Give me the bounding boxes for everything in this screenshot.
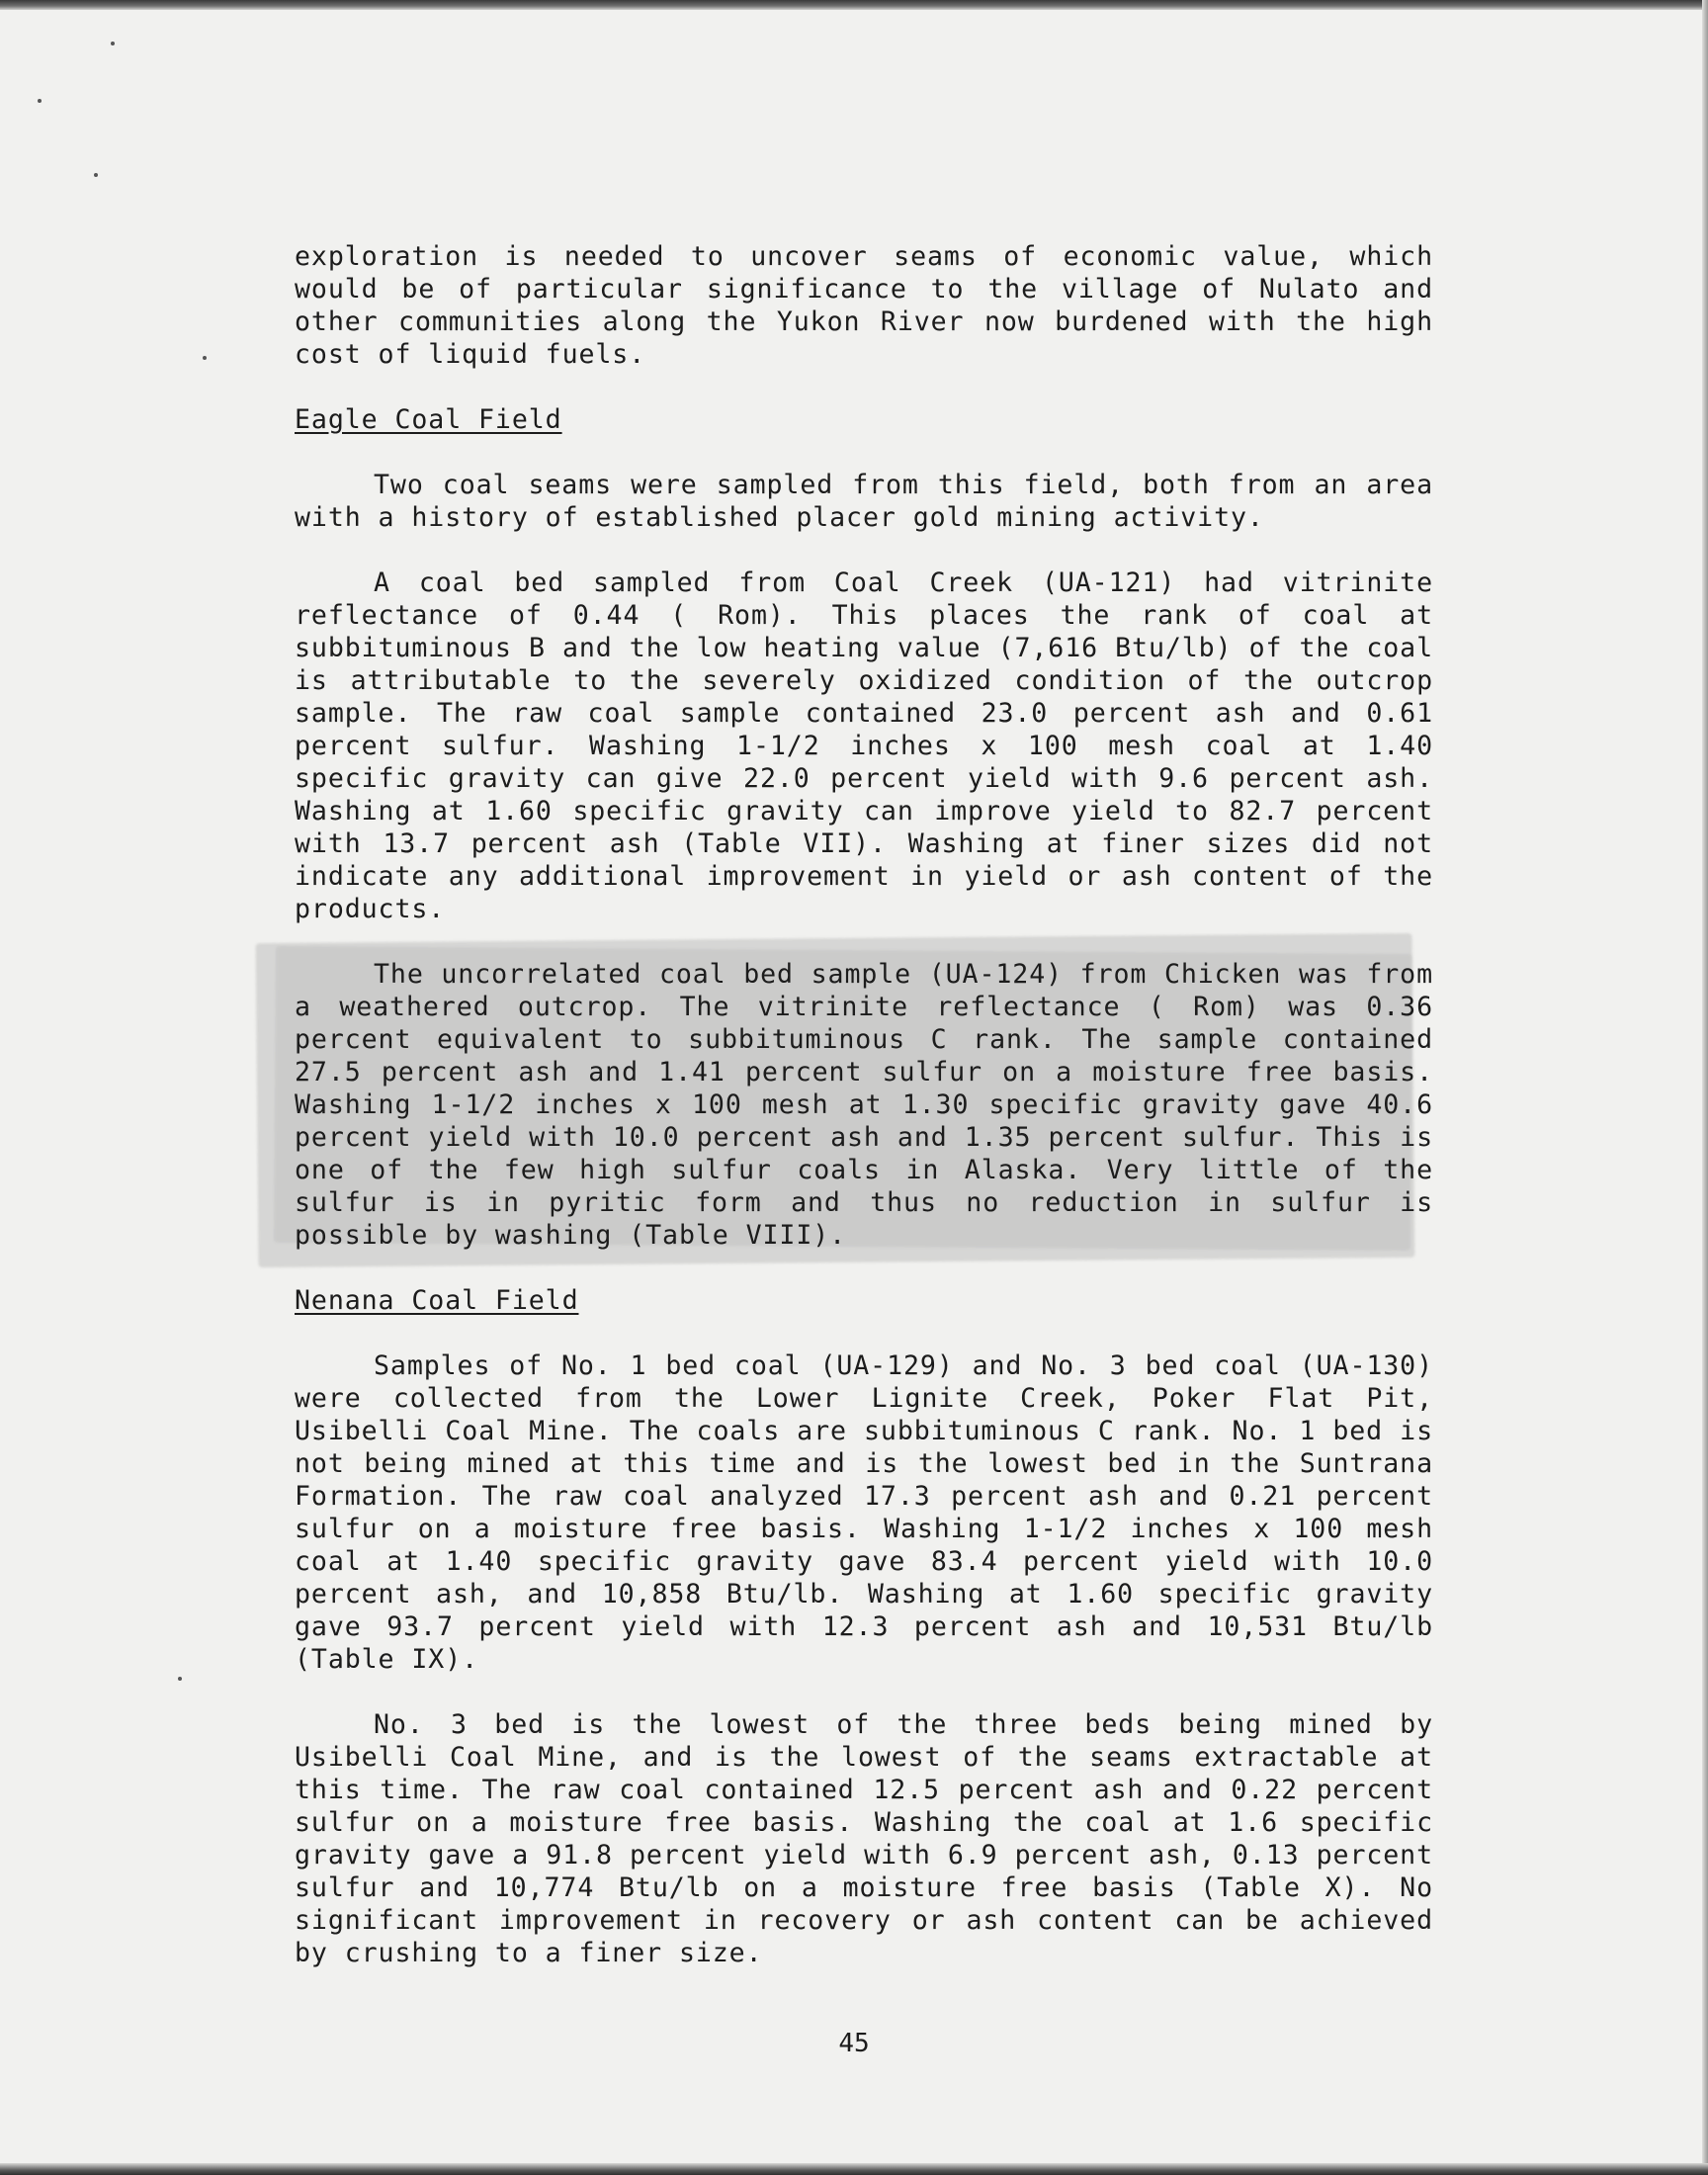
paragraph-nenana-1: Samples of No. 1 bed coal (UA-129) and No. 3 bed coal (UA-130) were collected from the Lower Lignite Creek, Poker Flat Pit, Usibelli Coal Mine. The coals are subbituminous C rank. No. 1 bed is not being mined at this time and is the lowest bed in the Suntrana Formation. The raw coal analyzed 17.3 percent ash and 0.21 percent sulfur on a moisture free basis. Washing 1-1/2 inches x 100 mesh coal at 1.40 specific gravity gave 83.4 percent yield with 10.0 percent ash, and 10,858 Btu/lb. Washing at 1.60 specific gravity gave 93.7 percent yield with 12.3 percent ash and 10,531 Btu/lb (Table IX). — [295, 1350, 1433, 1675]
paragraph-nenana-2: No. 3 bed is the lowest of the three beds being mined by Usibelli Coal Mine, and is the lowest of the seams extractable at this time. The raw coal contained 12.5 percent ash and 0.22 percent sulfur on a moisture free basis. Washing the coal at 1.6 specific gravity gave a 91.8 percent yield with 6.9 percent ash, 0.13 percent sulfur and 10,774 Btu/lb on a moisture free basis (Table X). No significant improvement in recovery or ash content can be achieved by crushing to a finer size. — [295, 1709, 1433, 1968]
body-text — [295, 240, 1433, 1969]
scan-top-edge — [0, 0, 1708, 10]
highlighted-passage — [295, 958, 1433, 1252]
section-heading-nenana: Nenana Coal Field — [295, 1285, 579, 1316]
paragraph-intro: exploration is needed to uncover seams of economic value, which would be of particular significance to the village of Nulato and other communities along the Yukon River now burdened with the high cost of liquid fuels. — [295, 241, 1433, 370]
page-number: 45 — [838, 2029, 870, 2058]
scan-right-edge — [1702, 0, 1708, 2175]
paragraph-eagle-2: A coal bed sampled from Coal Creek (UA-121) had vitrinite reflectance of 0.44 ( Rom). This places the rank of coal at subbituminous B and the low heating value (7,616 Btu/lb) of the coal is attributable to the severely oxidized condition of the outcrop sample. The raw coal sample contained 23.0 percent ash and 0.61 percent sulfur. Washing 1-1/2 inches x 100 mesh coal at 1.40 specific gravity can give 22.0 percent yield with 9.6 percent ash. Washing at 1.60 specific gravity can improve yield to 82.7 percent with 13.7 percent ash (Table VII). Washing at finer sizes did not indicate any additional improvement in yield or ash content of the products. — [295, 567, 1433, 924]
paragraph-eagle-3: The uncorrelated coal bed sample (UA-124) from Chicken was from a weathered outcrop. The vitrinite reflectance ( Rom) was 0.36 percent equivalent to subbituminous C rank. The sample contained 27.5 percent ash and 1.41 percent sulfur on a moisture free basis. Washing 1-1/2 inches x 100 mesh at 1.30 specific gravity gave 40.6 percent yield with 10.0 percent ash and 1.35 percent sulfur. This is one of the few high sulfur coals in Alaska. Very little of the sulfur is in pyritic form and thus no reduction in sulfur is possible by washing (Table VIII). — [295, 959, 1433, 1251]
scan-speck — [38, 99, 42, 103]
scan-speck — [178, 1677, 182, 1681]
scan-speck — [94, 173, 98, 177]
scan-speck — [203, 356, 207, 360]
section-heading-eagle: Eagle Coal Field — [295, 404, 562, 435]
paragraph-eagle-1: Two coal seams were sampled from this field, both from an area with a history of established placer gold mining activity. — [295, 470, 1433, 533]
scan-speck — [111, 42, 115, 45]
scan-bottom-edge — [0, 2163, 1708, 2175]
